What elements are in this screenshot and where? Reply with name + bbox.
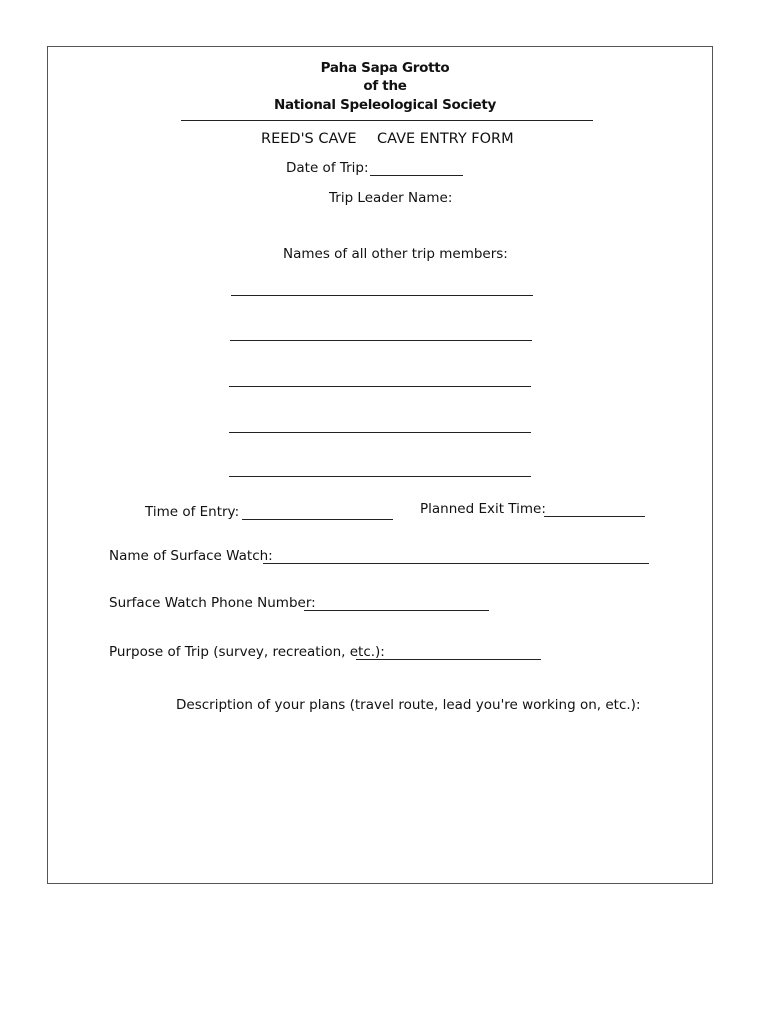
trip-leader-label: Trip Leader Name:	[329, 190, 453, 206]
member-field-3[interactable]	[229, 386, 531, 387]
member-field-2[interactable]	[230, 340, 532, 341]
purpose-label: Purpose of Trip (survey, recreation, etc.):	[109, 644, 385, 660]
form-title: CAVE ENTRY FORM	[377, 131, 514, 147]
member-field-4[interactable]	[229, 432, 531, 433]
exit-time-field[interactable]	[544, 516, 645, 517]
header-of-the: of the	[363, 78, 407, 94]
exit-time-label: Planned Exit Time:	[420, 501, 546, 517]
surface-watch-field[interactable]	[263, 563, 649, 564]
surface-watch-label: Name of Surface Watch:	[109, 548, 273, 564]
phone-label: Surface Watch Phone Number:	[109, 595, 316, 611]
header-divider	[181, 120, 593, 121]
entry-time-field[interactable]	[242, 519, 393, 520]
phone-field[interactable]	[304, 610, 489, 611]
form-page	[47, 46, 713, 884]
society-name: National Speleological Society	[273, 97, 497, 113]
grotto-name: Paha Sapa Grotto	[320, 60, 450, 76]
purpose-field[interactable]	[356, 659, 541, 660]
description-label: Description of your plans (travel route, lead you're working on, etc.):	[176, 697, 641, 713]
date-label: Date of Trip:	[286, 160, 369, 176]
entry-time-label: Time of Entry:	[145, 504, 240, 520]
member-field-1[interactable]	[231, 295, 533, 296]
date-field[interactable]	[370, 175, 463, 176]
cave-name: REED'S CAVE	[261, 131, 357, 147]
member-field-5[interactable]	[229, 476, 531, 477]
members-label: Names of all other trip members:	[283, 246, 508, 262]
